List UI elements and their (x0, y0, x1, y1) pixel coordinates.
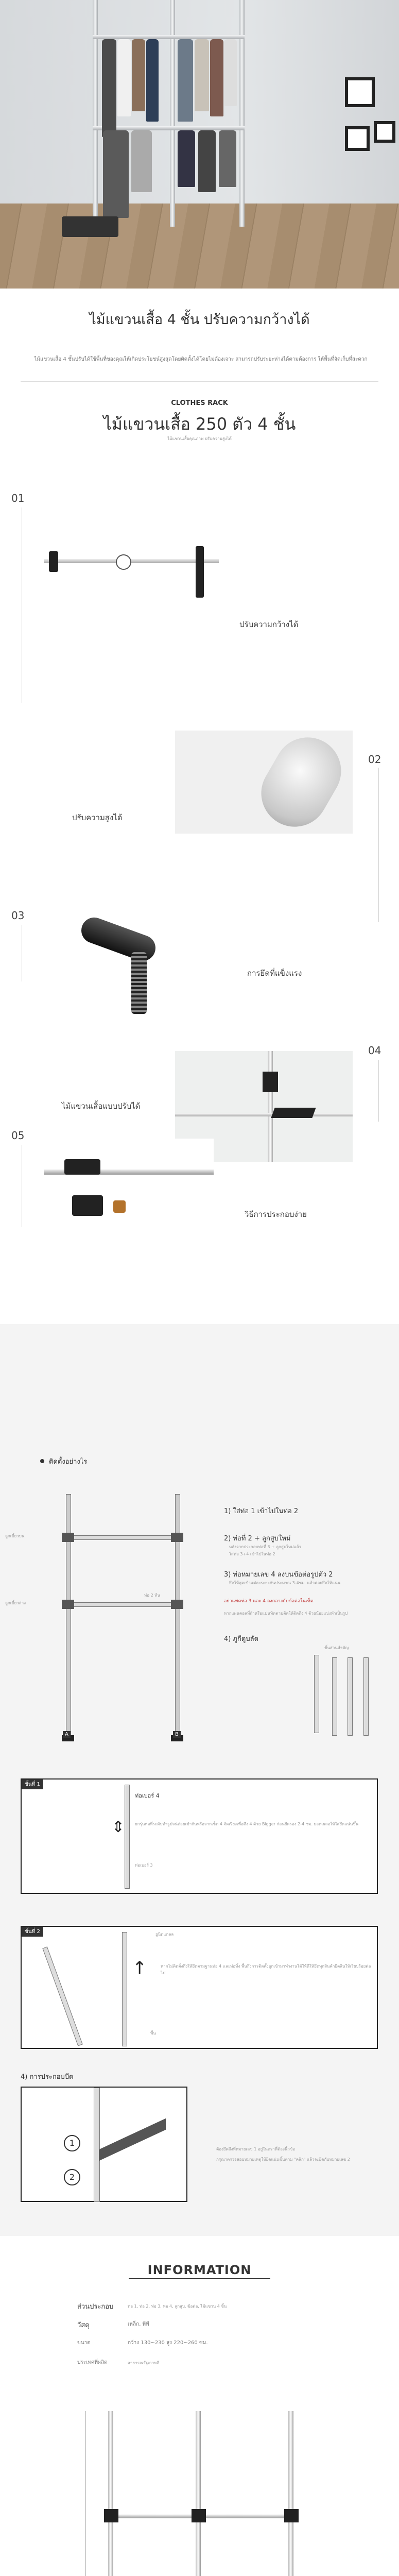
feature-photo-height (175, 731, 353, 834)
info-label-0: ส่วนประกอบ (77, 2303, 114, 2311)
divider (21, 381, 378, 382)
information-underline (129, 2278, 270, 2279)
assembly-header: ติดตั้งอย่างไร (49, 1458, 88, 1466)
info-value-3: สาธารณรัฐเกาหลี (128, 2361, 160, 2365)
arrow-updown-icon: ⇕ (112, 1818, 125, 1836)
circle-1: 1 (64, 2135, 80, 2151)
info-label-3: ประเทศที่ผลิต (77, 2360, 108, 2365)
feature-number-01: 01 (11, 492, 25, 504)
feature-photo-grip (44, 911, 219, 1019)
information-title: INFORMATION (147, 2263, 252, 2277)
label-top-hook: ลูกเบี้ยวบน (5, 1534, 25, 1538)
step-2: 2) ท่อที่ 2 + ลูกสูบใหม่ (224, 1535, 291, 1543)
warning-note: อย่าแพคท่อ 3 และ 4 ลงกลางกับข้อต่อในเซ็ต (224, 1599, 314, 1604)
step-box-2-floor: พื้น (150, 2031, 156, 2036)
timeline-line (378, 1060, 379, 1122)
label-b: B (173, 1731, 181, 1738)
feature-number-02: 02 (368, 753, 381, 766)
product-final-photo (93, 2411, 314, 2576)
circle-2: 2 (64, 2169, 80, 2185)
feature-photo-assembly (44, 1139, 214, 1244)
parts-diagram (304, 1645, 381, 1740)
timeline-line (378, 768, 379, 922)
step-3-note: ยึดให้สุดเข้าแต่ละระยะกันประมาณ 3-4ซม. แล้วค่อยยึดให้แน่น (229, 1581, 341, 1585)
info-label-2: ขนาด (77, 2340, 91, 2346)
label-bottom-hook: ลูกเบี้ยวล่าง (5, 1601, 26, 1605)
install-hanger-title: 4) การประกอบบีด (21, 2073, 74, 2081)
assembly-diagram (5, 1484, 206, 1741)
step-box-1-note: ท่อเบอร์ 3 (135, 1863, 153, 1868)
feature-number-04: 04 (368, 1044, 381, 1057)
feature-caption-02: ปรับความสูงได้ (72, 813, 123, 822)
step-box-2-tag: ขั้นที่ 2 (22, 1927, 43, 1937)
info-value-1: เหล็ก, พีพี (128, 2321, 149, 2327)
step-1: 1) ใส่ท่อ 1 เข้าไปในท่อ 2 (224, 1507, 299, 1515)
feature-caption-01: ปรับความกว้างได้ (239, 620, 299, 629)
step-box-2-text: หากไม่ติดตั้งถึงให้ยึดตามฐานท่อ 4 และท่อทิ้ง พื้นถึงการติดตั้งถูกเข้ามาทำงานได้ให้ดีให้ยึดทุกสินค้ายึดสินให้เรียบร้อยต่อไป (161, 1964, 371, 1975)
step-box-2 (21, 1926, 378, 2049)
hero-photo (0, 0, 399, 289)
rack-kicker: CLOTHES RACK (171, 399, 228, 407)
arrow-up-icon: ↑ (132, 1958, 147, 1978)
label-tube: ท่อ 2 ท้น (144, 1593, 160, 1598)
step-3: 3) ท่อหมายเลข 4 ลงบนข้อต่อรูปตัว 2 (224, 1571, 333, 1579)
rack-title: ไม้แขวนเสื้อ 250 ตัว 4 ชั้น (103, 414, 296, 434)
info-value-2: กว้าง 130~230 สูง 220~260 ซม. (128, 2340, 208, 2346)
rack-subtitle: ไม้แขวนเสื้อคุณภาพ ปรับความสูงได้ (167, 436, 232, 441)
step-4: 4) ภูกีดูบลัด (224, 1635, 259, 1643)
install-hanger-diagram (21, 2087, 187, 2202)
parts-label: ชิ้นส่วนสำคัญ (324, 1646, 349, 1650)
info-value-0: ท่อ 1, ท่อ 2, ท่อ 3, ท่อ 4, ลูกสูบ, ข้อต่อ, ไม้แขวน 4 ชิ้น (128, 2304, 227, 2309)
install-hanger-text-2: กรุณาตรวจสอบหมายเหตุให้ยึดแน่นขึ้นตาม "คลิก" แล้วจะยึดกับหมายเลข 2 (216, 2157, 350, 2162)
bullet-icon (40, 1459, 44, 1463)
step-2-note-2: ใส่ท่อ 3+4 เข้าไปในท่อ 2 (229, 1552, 275, 1556)
label-a: A (63, 1731, 71, 1738)
step-box-2-title: ยูนิตแกลล (155, 1932, 174, 1937)
feature-caption-03: การยึดที่แข็งแรง (247, 969, 302, 978)
feature-number-03: 03 (11, 909, 25, 922)
page-description: ไม้แขวนเสื้อ 4 ชั้นปรับได้ใช้พื้นที่ของคุณให้เกิดประโยชน์สูงสุดโดยติดตั้งได้โดยไม่ต้องเจาะ สามารถปรับระยะห่างได้ตามต้องการ ให้พื้นที่จัดเก็บที่สะดวก (34, 357, 368, 362)
feature-caption-05: วิธีการประกอบง่าย (245, 1210, 307, 1219)
step-box-1-title: ท่อเบอร์ 4 (135, 1792, 160, 1799)
step-box-1-tag: ขั้นที่ 1 (22, 1780, 43, 1789)
install-hanger-text-1: ต้องยึดถึงที่หมายเลข 1 อยู่ในตราที่ต้องนิ้วข้อ (216, 2147, 296, 2151)
step-3-detail: หากแผนคอลที่ถ้าหรือแม่นทิตตามติดให้ติดถึง 4 ด้วยน้อยแบ่งทำเป็นรูป (224, 1611, 348, 1616)
step-box-1 (21, 1778, 378, 1894)
feature-photo-width (44, 515, 219, 605)
feature-number-05: 05 (11, 1129, 25, 1142)
info-label-1: วัสดุ (77, 2321, 90, 2329)
step-2-note: หลังจากประกอบท่อที่ 3 + ลูกสูบใหม่แล้ว (229, 1545, 301, 1549)
page-title: ไม้แขวนเสื้อ 4 ชั้น ปรับความกว้างได้ (89, 312, 310, 328)
step-box-1-text: ยกรุ่นท่อที่ระดับทำรูปจน่ต่อยเข้ากันหรือจากเซ็ต 4 จัดเรียงเพื่อดึง 4 ด้วย Bigger ก่อนยึดรอง 2-4 ซม. ยอดเผลอให้ใส่ยึดแน่นขึ้น (135, 1822, 359, 1826)
feature-caption-04: ไม้แขวนเสื้อแบบปรับได้ (62, 1101, 141, 1111)
